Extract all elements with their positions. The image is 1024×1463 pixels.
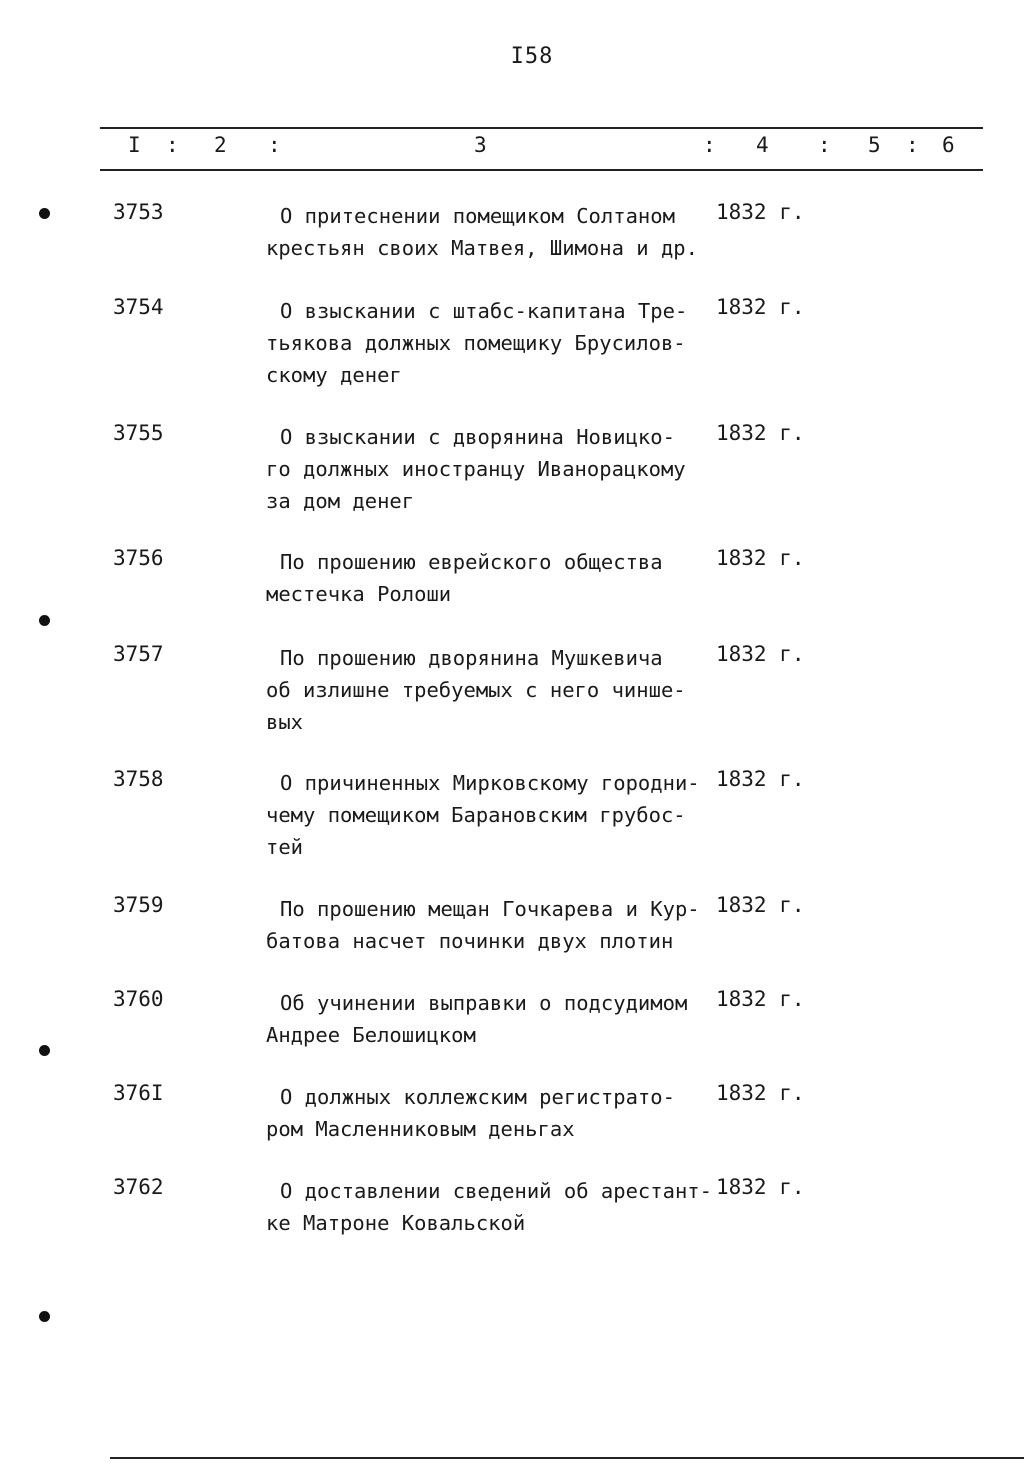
entry-year: 1832 г. — [716, 1175, 805, 1199]
entry-description-line: тей — [266, 835, 304, 859]
entry-description-line: за дом денег — [266, 489, 415, 513]
binding-hole — [39, 1311, 50, 1322]
entry-description-line: ке Матроне Ковальской — [266, 1211, 526, 1235]
column-header-6: 6 — [942, 133, 955, 157]
entry-description-line: крестьян своих Матвея, Шимона и др. — [266, 236, 698, 260]
column-separator: : — [268, 133, 281, 157]
entry-description-line: батова насчет починки двух плотин — [266, 929, 674, 953]
column-header-1: I — [128, 133, 141, 157]
entry-description-line: скому денег — [266, 363, 402, 387]
entry-description-line: чему помещиком Барановским грубос- — [266, 803, 686, 827]
entry-description — [266, 767, 726, 863]
binding-hole — [39, 615, 50, 626]
entry-description — [266, 642, 726, 738]
entry-year: 1832 г. — [716, 421, 805, 445]
entry-year: 1832 г. — [716, 642, 805, 666]
entry-year: 1832 г. — [716, 767, 805, 791]
entry-description — [266, 546, 726, 610]
page-bottom-rule — [110, 1457, 1024, 1459]
entry-number: 3758 — [113, 767, 164, 791]
entry-number: 3754 — [113, 295, 164, 319]
entry-year: 1832 г. — [716, 295, 805, 319]
entry-number: 3755 — [113, 421, 164, 445]
binding-hole — [39, 1045, 50, 1056]
entry-description-line: О должных коллежским регистрато- — [280, 1085, 675, 1109]
column-separator: : — [703, 133, 716, 157]
entry-year: 1832 г. — [716, 893, 805, 917]
column-header-2: 2 — [214, 133, 227, 157]
entry-description-line: О доставлении сведений об арестант- — [280, 1179, 712, 1203]
entry-number: 3760 — [113, 987, 164, 1011]
binding-hole — [39, 208, 50, 219]
entry-description — [266, 1081, 726, 1145]
entry-description — [266, 421, 726, 517]
entry-description-line: Об учинении выправки о подсудимом — [280, 991, 688, 1015]
entry-description-line: О притеснении помещиком Солтаном — [280, 204, 675, 228]
entry-description-line: По прошению дворянина Мушкевича — [280, 646, 663, 670]
entry-number: 3759 — [113, 893, 164, 917]
entry-year: 1832 г. — [716, 987, 805, 1011]
column-header-5: 5 — [868, 133, 881, 157]
column-header-4: 4 — [756, 133, 769, 157]
entry-description — [266, 295, 726, 391]
entry-number: 3756 — [113, 546, 164, 570]
entry-description-line: вых — [266, 710, 304, 734]
column-separator: : — [166, 133, 179, 157]
entry-description-line: По прошению еврейского общества — [280, 550, 663, 574]
entry-description-line: об излишне требуемых с него чинше- — [266, 678, 686, 702]
entry-number: 376I — [113, 1081, 164, 1105]
entry-description-line: По прошению мещан Гочкарева и Кур- — [280, 897, 700, 921]
entry-description-line: ром Масленниковым деньгах — [266, 1117, 575, 1141]
entry-description-line: го должных иностранцу Иванорацкому — [266, 457, 686, 481]
entry-description-line: тьякова должных помещику Брусилов- — [266, 331, 686, 355]
entry-year: 1832 г. — [716, 546, 805, 570]
entry-description-line: местечка Ролоши — [266, 582, 452, 606]
entry-description-line: Андрее Белошицком — [266, 1023, 476, 1047]
column-header-3: 3 — [474, 133, 487, 157]
column-separator: : — [818, 133, 831, 157]
entry-year: 1832 г. — [716, 1081, 805, 1105]
entry-number: 3753 — [113, 200, 164, 224]
entry-description — [266, 893, 726, 957]
entry-description — [266, 987, 726, 1051]
entry-number: 3762 — [113, 1175, 164, 1199]
entry-number: 3757 — [113, 642, 164, 666]
entry-description — [266, 1175, 726, 1239]
entry-description-line: О причиненных Мирковскому городни- — [280, 771, 700, 795]
entry-description-line: О взыскании с дворянина Новицко- — [280, 425, 675, 449]
page-number: I58 — [510, 44, 554, 69]
header-rule-top — [100, 127, 983, 129]
entry-year: 1832 г. — [716, 200, 805, 224]
header-rule-bottom — [100, 169, 983, 171]
entry-description-line: О взыскании с штабс-капитана Тре- — [280, 299, 688, 323]
column-separator: : — [906, 133, 919, 157]
entry-description — [266, 200, 726, 264]
